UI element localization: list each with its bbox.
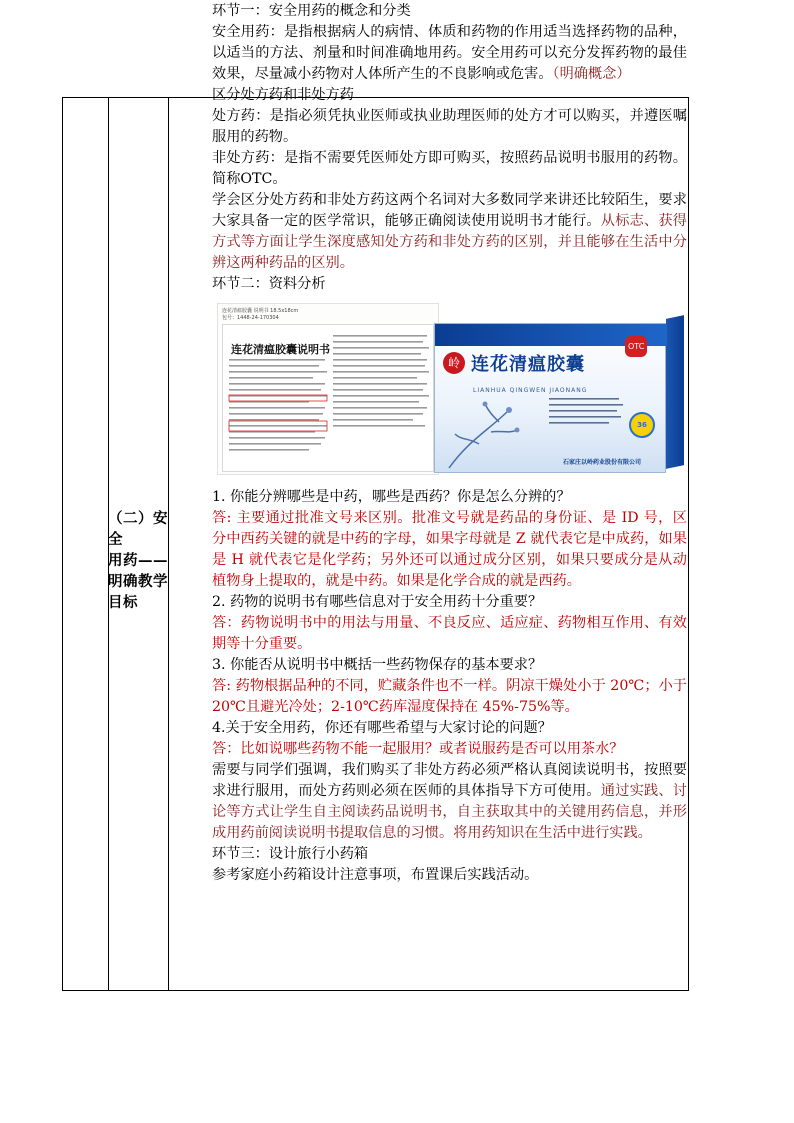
paragraph-homework: 参考家庭小药箱设计注意事项，布置课后实践活动。 <box>212 867 539 883</box>
answer-1: 答: 主要通过批准文号来区别。批准文号就是药品的身份证、是 ID 号，区分中西药关键的就是中药的字母，如果字母就是 Z 就代表它是中成药，如果是 H 就代表它是化学药；另外还可以通过成分区别，如果只要成分是从动植物身上提取的，就是中药。如果是化学合成的就是西药。 <box>212 510 687 589</box>
box-product-name: 连花清瘟胶囊 <box>471 354 585 375</box>
answer-4: 答：比如说哪些药物不能一起服用？或者说服药是否可以用茶水？ <box>212 741 624 757</box>
paragraph-prescription: 处方药：是指必须凭执业医师或执业助理医师的处方才可以购买，并遵医嘱服用的药物。 <box>212 108 687 145</box>
paragraph-distinguish <box>212 190 687 274</box>
leaflet-text-lines <box>223 325 433 471</box>
lesson-content <box>212 1 687 886</box>
herb-illustration-icon <box>439 390 559 470</box>
paragraph-emphasis <box>212 760 687 844</box>
leaflet-sheet <box>222 324 434 472</box>
section-heading-1: 环节一：安全用药的概念和分类 <box>212 3 411 19</box>
row-label-line: （二）安全 <box>108 510 168 548</box>
row-label-line: 目标 <box>108 594 138 611</box>
question-2: 2. 药物的说明书有哪些信息对于安全用药十分重要？ <box>212 594 543 610</box>
row-label-line: 用药—— <box>108 552 168 569</box>
note-text: （明确概念） <box>552 66 631 82</box>
leaflet-caption-text: 连花清瘟胶囊 说明书 18.5x18cm <box>222 308 299 314</box>
paragraph-safe-medication <box>212 22 687 85</box>
answer-2: 答：药物说明书中的用法与用量、不良反应、适应症、药物相互作用、有效期等十分重要。 <box>212 615 687 652</box>
section-heading-2: 区分处方药和非处方药 <box>212 87 354 103</box>
medicine-box <box>434 313 686 477</box>
box-front <box>434 323 666 473</box>
paragraph-text: 学会区分处方药和非处方药这两个名词对大多数同学来讲还比较陌生，要求大家具备一定的医学常识，能够正确阅读使用说明书才能行。 <box>212 192 687 229</box>
box-side <box>666 315 684 469</box>
section-heading-3: 环节二：资料分析 <box>212 276 326 292</box>
instruction-leaflet <box>217 303 439 475</box>
paragraph-text: 需要与同学们强调，我们购买了非处方药必须严格认真阅读说明书，按照要求进行服用，而处方药则必须在医师的具体指导下方可使用。 <box>212 762 687 799</box>
question-4: 4.关于安全用药，你还有哪些希望与大家讨论的问题？ <box>212 720 552 736</box>
paragraph-otc: 非处方药：是指不需要凭医师处方即可购买，按照药品说明书服用的药物。简称OTC。 <box>212 150 687 187</box>
emphasis-text: 通过实践、讨论等方式让学生自主阅读药品说明书，自主获取其中的关键用药信息，并形成用药前阅读说明书提取信息的习惯。将用药知识在生活中进行实践。 <box>212 783 687 841</box>
row-label <box>108 508 168 613</box>
row-label-line: 明确教学 <box>108 573 168 590</box>
brand-logo-icon: 岭 <box>443 352 465 374</box>
question-3: 3. 你能否从说明书中概括一些药物保存的基本要求？ <box>212 657 543 673</box>
box-manufacturer: 石家庄以岭药业股份有限公司 <box>563 459 642 466</box>
box-pinyin: LIANHUA QINGWEN JIAONANG <box>473 387 588 394</box>
emphasis-text: 从标志、获得方式等方面让学生深度感知处方药和非处方药的区别，并且能够在生活中分辨这两种药品的区别。 <box>212 213 687 271</box>
column-divider-2 <box>168 98 169 990</box>
leaflet-code-text: 包号：1448-24-170304 <box>222 315 279 321</box>
medicine-image <box>212 297 687 481</box>
section-heading-4: 环节三：设计旅行小药箱 <box>212 846 369 862</box>
capsule-count-badge: 36 <box>629 412 655 438</box>
otc-badge: OTC <box>625 336 647 357</box>
answer-3: 答: 药物根据品种的不同，贮藏条件也不一样。阴凉干燥处小于 20℃；小于 20℃且避光冷处；2-10℃药库湿度保持在 45%-75%等。 <box>212 678 687 715</box>
paragraph-text: 安全用药：是指根据病人的病情、体质和药物的作用适当选择药物的品种，以适当的方法、剂量和时间准确地用药。安全用药可以充分发挥药物的最佳效果，尽量减小药物对人体所产生的不良影响或危害。 <box>212 24 687 82</box>
box-text-lines <box>549 396 659 436</box>
question-1: 1. 你能分辨哪些是中药，哪些是西药？你是怎么分辨的？ <box>212 489 571 505</box>
leaflet-caption <box>222 308 298 322</box>
leaflet-title: 连花清瘟胶囊说明书 <box>231 343 330 356</box>
